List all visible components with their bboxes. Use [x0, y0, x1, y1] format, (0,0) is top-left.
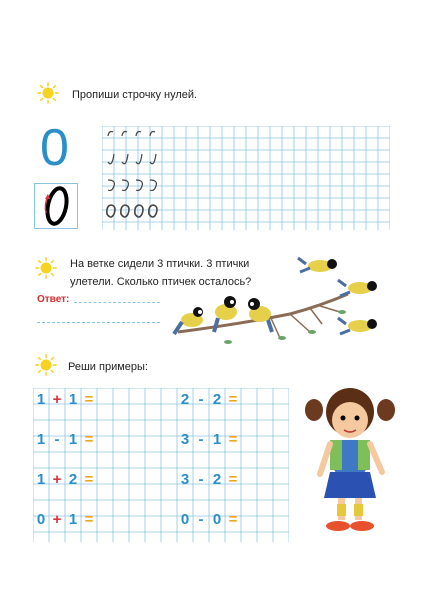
sun-icon: [37, 82, 59, 104]
big-zero: 0: [40, 119, 69, 177]
plus-sign: +: [52, 471, 62, 488]
sun-icon: [35, 354, 57, 376]
math-grid: [33, 388, 289, 542]
plus-sign: +: [52, 391, 62, 408]
equals-sign: =: [84, 511, 94, 528]
equals-sign: =: [228, 431, 238, 448]
answer-cell[interactable]: [97, 391, 113, 407]
operand-b: 1: [68, 511, 78, 528]
task1-instruction: Пропиши строчку нулей.: [72, 89, 198, 101]
bird-icon: [338, 318, 377, 334]
answer-cell[interactable]: [97, 471, 113, 487]
operand-b: 2: [212, 391, 222, 408]
minus-sign: -: [198, 471, 204, 488]
bird-icon: [338, 280, 377, 296]
writing-grid: [102, 126, 390, 230]
answer-cell[interactable]: [241, 471, 257, 487]
plus-sign: +: [52, 511, 62, 528]
task2-line1: На ветке сидели 3 птички. 3 птички: [70, 258, 250, 270]
answer-line[interactable]: [74, 302, 160, 303]
operand-a: 3: [180, 471, 190, 488]
girl-illustration: [300, 380, 400, 540]
equals-sign: =: [84, 471, 94, 488]
answer-cell[interactable]: [97, 431, 113, 447]
sun-icon: [35, 257, 57, 279]
answer-cell[interactable]: [97, 511, 113, 527]
equals-sign: =: [84, 391, 94, 408]
operand-b: 2: [212, 471, 222, 488]
minus-sign: -: [54, 431, 60, 448]
task3-instruction: Реши примеры:: [68, 361, 148, 373]
birds-illustration: [170, 254, 390, 354]
operand-b: 2: [68, 471, 78, 488]
operand-b: 1: [212, 431, 222, 448]
bird-icon: [298, 258, 337, 272]
minus-sign: -: [198, 511, 204, 528]
operand-b: 1: [68, 431, 78, 448]
operand-a: 2: [180, 391, 190, 408]
operand-a: 1: [36, 471, 46, 488]
equals-sign: =: [228, 511, 238, 528]
bird-icon: [248, 298, 272, 332]
equals-sign: =: [228, 391, 238, 408]
operand-a: 0: [180, 511, 190, 528]
operand-b: 0: [212, 511, 222, 528]
minus-sign: -: [198, 391, 204, 408]
answer-label: Ответ:: [37, 294, 70, 305]
operand-a: 1: [36, 391, 46, 408]
equals-sign: =: [84, 431, 94, 448]
writing-direction-diagram: [34, 183, 78, 229]
operand-a: 3: [180, 431, 190, 448]
answer-cell[interactable]: [241, 511, 257, 527]
equals-sign: =: [228, 471, 238, 488]
minus-sign: -: [198, 431, 204, 448]
operand-b: 1: [68, 391, 78, 408]
answer-line[interactable]: [37, 322, 160, 323]
task2-line2: улетели. Сколько птичек осталось?: [70, 275, 252, 288]
operand-a: 0: [36, 511, 46, 528]
answer-cell[interactable]: [241, 431, 257, 447]
answer-cell[interactable]: [241, 391, 257, 407]
operand-a: 1: [36, 431, 46, 448]
